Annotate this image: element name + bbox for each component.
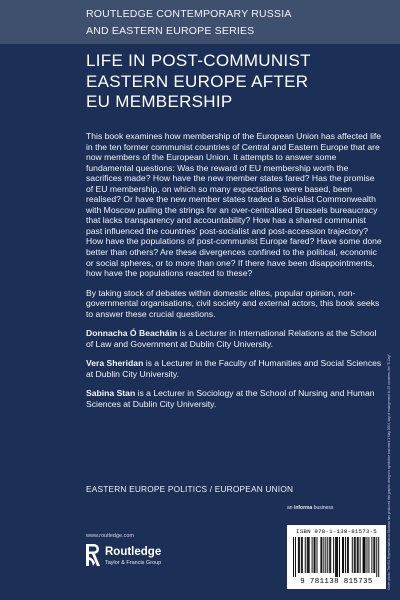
informa-prefix: an (287, 505, 294, 511)
title-line-3: EU MEMBERSHIP (86, 92, 233, 111)
editor-name-2: Vera Sheridan (86, 358, 144, 369)
book-title (86, 51, 386, 113)
publisher-logo (86, 544, 206, 576)
publisher-website: www.routledge.com (86, 533, 134, 539)
informa-brand: informa (293, 505, 313, 511)
series-name (86, 6, 386, 40)
isbn-digits: 9 781138 815735 (300, 578, 373, 586)
editor-bio-2 (86, 358, 382, 379)
publisher-name: Routledge (105, 546, 162, 558)
editor-name-1: Donnacha Ó Beacháin (86, 328, 178, 339)
series-line-1: ROUTLEDGE CONTEMPORARY RUSSIA (86, 8, 292, 20)
description-paragraph-2: By taking stock of debates within domestic elites, popular opinion, non-governmental organisations, civil society and external actors, this book seeks to answer these crucial questions. (86, 287, 380, 319)
editor-name-3: Sabina Stan (86, 388, 136, 399)
cover-photo-credit: Cover photo: The EU Representation in Slovenia has produced this graphic design to symbolise and mark 1 May 2004, day of enlargement to 25 countries, the "E-Day". (387, 353, 391, 590)
informa-suffix: business (312, 505, 334, 511)
routledge-r-icon (86, 544, 100, 566)
title-line-2: EASTERN EUROPE AFTER (86, 71, 309, 91)
editor-bio-text-2: is a Lecturer in the Faculty of Humanities and Social Sciences at Dublin City University. (86, 358, 382, 379)
informa-business-tag (287, 505, 333, 511)
publisher-group: Taylor & Francis Group (105, 560, 162, 566)
barcode-icon (293, 537, 380, 577)
editor-bio-text-1: is a Lecturer in International Relations at the School of Law and Government at Dublin City University. (86, 328, 377, 349)
editor-bio-1 (86, 328, 382, 349)
back-cover-blurb (86, 131, 382, 419)
title-line-1: LIFE IN POST-COMMUNIST (86, 51, 311, 70)
isbn-label: ISBN 978-1-138-81573-5 (296, 528, 377, 535)
editor-bio-text-3: is a Lecturer in Sociology at the School of Nursing and Human Sciences at Dublin City University. (86, 388, 375, 410)
series-line-2: AND EASTERN EUROPE SERIES (86, 25, 255, 37)
description-paragraph-1: This book examines how membership of the European Union has affected life in the ten former communist countries of Central and Eastern Europe that are now members of the European Union. It attempts to answer some fundamental questions: Was the reward of EU membership worth the sacrifices made? How have the new member states fared? Has the promise of EU membership, on which so many expectations were based, been realised? Or have the new member states traded a Socialist Commonwealth with Moscow pulling the strings for an over-centralised Brussels bureaucracy that lacks transparency and accountability? How has a shared communist past influenced the countries' post-socialist and post-accession trajectory? How have the populations of post-communist Europe fared? Have some done better than others? Are these divergences confined to the political, economic or social spheres, or to more than one? If there have been disappointments, how have the populations reacted to these? (86, 131, 382, 279)
editor-bio-3 (86, 388, 382, 409)
subject-categories: EASTERN EUROPE POLITICS / EUROPEAN UNION (86, 484, 294, 494)
isbn-barcode (287, 525, 386, 589)
